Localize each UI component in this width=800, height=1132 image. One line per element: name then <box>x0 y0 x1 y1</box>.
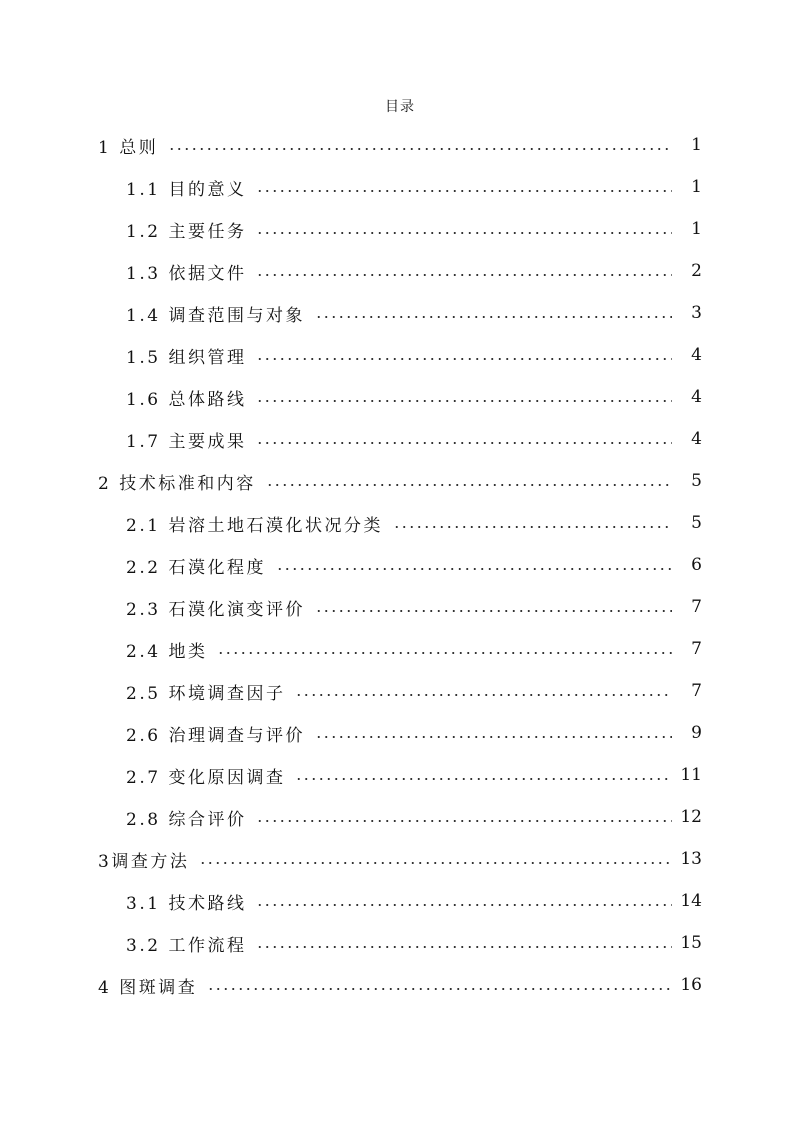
toc-entry[interactable] <box>0 502 800 544</box>
toc-dot-leader <box>199 862 672 864</box>
toc-entry-label: 1.3 依据文件 <box>126 263 247 284</box>
toc-entry[interactable] <box>0 166 800 208</box>
toc-entry-label: 1.7 主要成果 <box>126 431 247 452</box>
toc-entry-label: 2.5 环境调查因子 <box>126 683 286 704</box>
table-of-contents <box>0 124 800 1006</box>
toc-entry-page-number: 4 <box>691 387 702 407</box>
toc-entry[interactable] <box>0 418 800 460</box>
toc-entry-page-number: 1 <box>691 219 702 239</box>
toc-entry-page-number: 16 <box>680 975 702 995</box>
toc-entry[interactable] <box>0 250 800 292</box>
toc-entry[interactable] <box>0 712 800 754</box>
toc-entry-page-number: 7 <box>691 597 702 617</box>
toc-entry[interactable] <box>0 544 800 586</box>
toc-entry-page-number: 3 <box>691 303 702 323</box>
toc-entry[interactable] <box>0 838 800 880</box>
toc-entry-page-number: 4 <box>691 429 702 449</box>
toc-dot-leader <box>168 148 672 150</box>
toc-entry-label: 2 技术标准和内容 <box>98 473 256 494</box>
toc-entry[interactable] <box>0 964 800 1006</box>
toc-dot-leader <box>393 526 672 528</box>
toc-entry[interactable] <box>0 796 800 838</box>
toc-entry-page-number: 7 <box>691 639 702 659</box>
toc-entry-label: 1.1 目的意义 <box>126 179 247 200</box>
toc-entry[interactable] <box>0 460 800 502</box>
toc-entry[interactable] <box>0 670 800 712</box>
toc-entry-label: 1.5 组织管理 <box>126 347 247 368</box>
toc-entry-label: 1.4 调查范围与对象 <box>126 305 305 326</box>
toc-entry-label: 2.4 地类 <box>126 641 208 662</box>
toc-entry-page-number: 12 <box>680 807 702 827</box>
toc-entry-label: 1.2 主要任务 <box>126 221 247 242</box>
toc-entry[interactable] <box>0 124 800 166</box>
toc-dot-leader <box>217 652 672 654</box>
toc-entry-page-number: 9 <box>691 723 702 743</box>
toc-entry-label: 3.1 技术路线 <box>126 893 247 914</box>
toc-entry[interactable] <box>0 586 800 628</box>
toc-dot-leader <box>256 190 672 192</box>
toc-dot-leader <box>315 610 672 612</box>
toc-entry[interactable] <box>0 334 800 376</box>
toc-dot-leader <box>295 694 672 696</box>
toc-entry-page-number: 6 <box>691 555 702 575</box>
toc-entry-page-number: 2 <box>691 261 702 281</box>
toc-entry-page-number: 11 <box>680 765 702 785</box>
toc-dot-leader <box>256 232 672 234</box>
toc-dot-leader <box>256 358 672 360</box>
toc-entry-label: 3调查方法 <box>98 851 190 872</box>
toc-entry-label: 3.2 工作流程 <box>126 935 247 956</box>
toc-entry[interactable] <box>0 628 800 670</box>
toc-entry-label: 1.6 总体路线 <box>126 389 247 410</box>
toc-entry[interactable] <box>0 376 800 418</box>
toc-entry-page-number: 1 <box>691 135 702 155</box>
toc-entry-page-number: 7 <box>691 681 702 701</box>
toc-entry[interactable] <box>0 880 800 922</box>
toc-entry[interactable] <box>0 754 800 796</box>
toc-entry-label: 2.6 治理调查与评价 <box>126 725 305 746</box>
toc-dot-leader <box>256 820 672 822</box>
toc-entry-page-number: 15 <box>680 933 702 953</box>
toc-dot-leader <box>256 946 672 948</box>
toc-dot-leader <box>256 442 672 444</box>
toc-entry-label: 2.3 石漠化演变评价 <box>126 599 305 620</box>
toc-dot-leader <box>315 316 672 318</box>
toc-entry-page-number: 13 <box>680 849 702 869</box>
toc-entry-page-number: 1 <box>691 177 702 197</box>
toc-dot-leader <box>266 484 672 486</box>
toc-dot-leader <box>256 400 672 402</box>
toc-dot-leader <box>256 904 672 906</box>
toc-dot-leader <box>315 736 672 738</box>
toc-dot-leader <box>256 274 672 276</box>
toc-dot-leader <box>295 778 672 780</box>
toc-dot-leader <box>207 988 672 990</box>
toc-entry-label: 1 总则 <box>98 137 159 158</box>
toc-entry-label: 2.1 岩溶土地石漠化状况分类 <box>126 515 383 536</box>
toc-entry-page-number: 4 <box>691 345 702 365</box>
toc-entry-label: 2.7 变化原因调查 <box>126 767 286 788</box>
toc-entry[interactable] <box>0 922 800 964</box>
toc-entry-page-number: 14 <box>680 891 702 911</box>
toc-entry-label: 4 图斑调查 <box>98 977 198 998</box>
toc-entry-label: 2.8 综合评价 <box>126 809 247 830</box>
toc-entry-page-number: 5 <box>691 471 702 491</box>
toc-entry[interactable] <box>0 208 800 250</box>
toc-entry-label: 2.2 石漠化程度 <box>126 557 266 578</box>
toc-dot-leader <box>276 568 672 570</box>
toc-entry[interactable] <box>0 292 800 334</box>
toc-entry-page-number: 5 <box>691 513 702 533</box>
toc-title: 目录 <box>385 99 415 115</box>
